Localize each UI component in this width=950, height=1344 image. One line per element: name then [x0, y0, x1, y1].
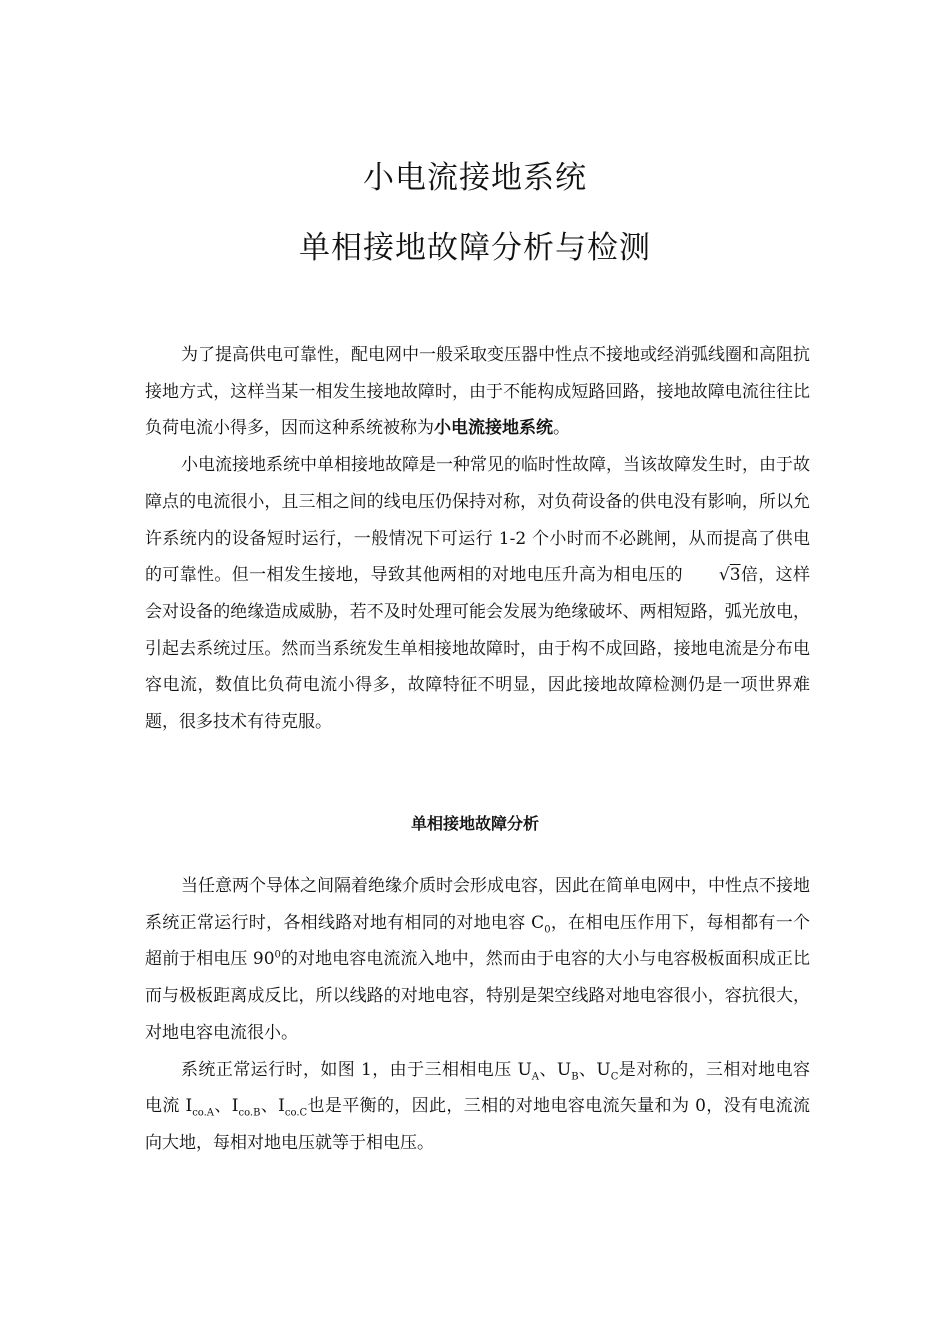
intro-paragraph-2-text-b: 倍，这样会对设备的绝缘造成威胁，若不及时处理可能会发展为绝缘破坏、两相短路，弧光放电，引起去系统过压。然而当系统发生单相接地故障时，由于构不成回路，接地电流是分布电容电流，数值比负荷电流小得多，故障特征不明显，因此接地故障检测仍是一项世界难题，很多技术有待克服。: [145, 565, 811, 733]
voltage-separator-2: 、U: [578, 1059, 611, 1080]
voltage-subscript-b: B: [571, 1070, 579, 1082]
document-title-line-1: 小电流接地系统: [363, 160, 587, 196]
voltage-subscript-c: C: [610, 1070, 619, 1082]
intro-paragraph-1: [145, 337, 810, 447]
intro-paragraph-2-text-a: 小电流接地系统中单相接地故障是一种常见的临时性故障，当该故障发生时，由于故障点的电流很小，且三相之间的线电压仍保持对称，对负荷设备的供电没有影响，所以允许系统内的设备短时运行，一般情况下可运行 1-2 个小时而不必跳闸，从而提高了供电的可靠性。但一相发生接地，导致其他两相的对地电压升高为相电压的: [145, 455, 810, 586]
analysis-paragraph-2-text-a: 系统正常运行时，如图 1，由于三相相电压 U: [181, 1059, 532, 1080]
analysis-paragraph-2-text-b: 是对称的，三相对地电容电流 I: [145, 1059, 811, 1117]
current-separator-2: 、I: [260, 1096, 285, 1117]
intro-section: [145, 337, 810, 741]
intro-paragraph-1-text: 为了提高供电可靠性，配电网中一般采取变压器中性点不接地或经消弧线圈和高阻抗接地方式，这样当某一相发生接地故障时，由于不能构成短路回路，接地故障电流往往比负荷电流小得多，因而这种系统被称为: [145, 345, 810, 439]
current-subscript-a: co.A: [192, 1107, 215, 1119]
current-subscript-c: co.C: [284, 1107, 308, 1119]
analysis-paragraph-2: [145, 1052, 810, 1162]
intro-paragraph-2: [145, 447, 810, 741]
current-subscript-b: co.B: [238, 1107, 261, 1119]
analysis-paragraph-2-text-c: 也是平衡的，因此，三相的对地电容电流矢量和为 0，没有电流流向大地，每相对地电压就等于相电压。: [145, 1096, 811, 1153]
voltage-separator-1: 、U: [539, 1059, 572, 1080]
capacitance-subscript: 0: [544, 924, 551, 936]
analysis-paragraph-1-text-b: ，在相电压作用下，每相都有一个超前于相电压 90: [145, 912, 810, 970]
intro-paragraph-1-bold-term: 小电流接地系统: [434, 418, 553, 439]
sqrt-radical: √: [718, 565, 730, 586]
degree-superscript: 0: [274, 949, 281, 961]
voltage-subscript-a: A: [531, 1070, 540, 1082]
analysis-section: [145, 868, 810, 1162]
sqrt-three-symbol: [683, 557, 741, 594]
analysis-paragraph-1-text-a: 当任意两个导体之间隔着绝缘介质时会形成电容，因此在简单电网中，中性点不接地系统正常运行时，各相线路对地有相同的对地电容 C: [145, 876, 810, 933]
analysis-paragraph-1-text-c: 的对地电容电流流入地中，然而由于电容的大小与电容极板面积成正比而与极板距离成反比，所以线路的对地电容，特别是架空线路对地电容很小，容抗很大，对地电容电流很小。: [145, 949, 810, 1043]
document-title-line-2: 单相接地故障分析与检测: [299, 230, 651, 266]
analysis-paragraph-1: [145, 868, 810, 1052]
section-heading: 单相接地故障分析: [410, 814, 539, 833]
sqrt-radicand: 3: [729, 565, 741, 586]
intro-paragraph-1-end: 。: [553, 418, 570, 439]
current-separator-1: 、I: [214, 1096, 239, 1117]
